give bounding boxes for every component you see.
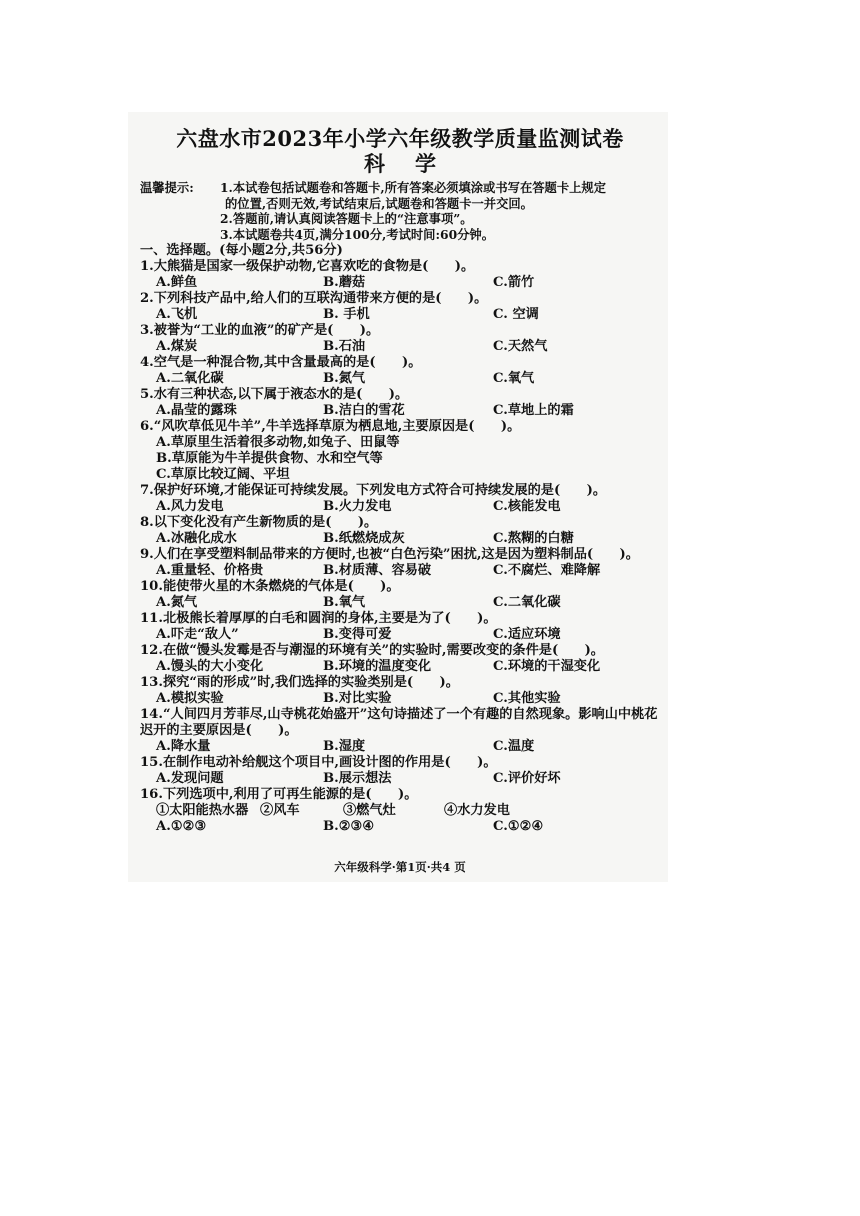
question-stem: 2.下列科技产品中,给人们的互联沟通带来方便的是( )。 <box>140 291 488 306</box>
section-title: 一、选择题。(每小题2分,共56分) <box>140 243 343 258</box>
option-b: B.对比实验 <box>323 691 392 706</box>
exam-page <box>140 126 660 874</box>
option-c: C.温度 <box>493 739 535 754</box>
question-stem: 13.探究“雨的形成”时,我们选择的实验类别是( )。 <box>140 675 459 690</box>
option-b: B.氧气 <box>323 595 366 610</box>
option-c: C.箭竹 <box>493 275 535 290</box>
page-footer: 六年级科学·第1页·共4 页 <box>334 860 466 874</box>
option-b: B.湿度 <box>323 739 366 754</box>
option-c: C.草原比较辽阔、平坦 <box>156 467 290 482</box>
option-b: B.环境的温度变化 <box>323 659 432 674</box>
question-stem: 1.大熊猫是国家一级保护动物,它喜欢吃的食物是( )。 <box>140 259 475 274</box>
option-c: C. 空调 <box>493 307 539 322</box>
question-stem: 12.在做“馒头发霉是否与潮湿的环境有关”的实验时,需要改变的条件是( )。 <box>140 643 604 658</box>
option-a: A.模拟实验 <box>156 691 224 706</box>
option-a: A.冰融化成水 <box>156 531 237 546</box>
option-c: C.评价好坏 <box>493 771 561 786</box>
option-a: A.重量轻、价格贵 <box>156 563 264 578</box>
question-10 <box>140 579 660 611</box>
question-14 <box>140 707 660 755</box>
option-c: C.氧气 <box>493 371 535 386</box>
question-2 <box>140 291 660 323</box>
question-options <box>140 531 660 547</box>
tips-block <box>140 180 660 242</box>
option-a: A.晶莹的露珠 <box>156 403 237 418</box>
option-b: B.火力发电 <box>323 499 392 514</box>
question-9 <box>140 547 660 579</box>
question-options <box>140 771 660 787</box>
option-a: A.降水量 <box>156 739 211 754</box>
item-2: ②风车 <box>260 803 300 818</box>
option-a: A.吓走“敌人” <box>156 627 239 642</box>
option-c: C.草地上的霜 <box>493 403 574 418</box>
question-options <box>140 371 660 387</box>
question-stem: 3.被誉为“工业的血液”的矿产是( )。 <box>140 323 380 338</box>
question-3 <box>140 323 660 355</box>
option-b: B.石油 <box>323 339 366 354</box>
question-stem: 16.下列选项中,利用了可再生能源的是( )。 <box>140 787 418 802</box>
item-4: ④水力发电 <box>444 803 510 818</box>
option-b: B.展示想法 <box>323 771 392 786</box>
option-a: A.二氧化碳 <box>156 371 224 386</box>
question-options <box>140 691 660 707</box>
question-stem: 5.水有三种状态,以下属于液态水的是( )。 <box>140 387 409 402</box>
option-a: A.草原里生活着很多动物,如兔子、田鼠等 <box>156 435 400 450</box>
question-16 <box>140 787 660 835</box>
option-c: C.不腐烂、难降解 <box>493 563 601 578</box>
question-12 <box>140 643 660 675</box>
question-options <box>140 307 660 323</box>
question-stem: 4.空气是一种混合物,其中含量最高的是( )。 <box>140 355 422 370</box>
option-c: C.适应环境 <box>493 627 561 642</box>
question-11 <box>140 611 660 643</box>
option-c: C.熬糊的白糖 <box>493 531 574 546</box>
option-a: A.鲜鱼 <box>156 275 198 290</box>
tip-line: 2.答题前,请认真阅读答题卡上的“注意事项”。 <box>220 211 473 226</box>
question-stem: 15.在制作电动补给舰这个项目中,画设计图的作用是( )。 <box>140 755 497 770</box>
question-options <box>140 403 660 419</box>
option-b: B.材质薄、容易破 <box>323 563 432 578</box>
option-a: A.煤炭 <box>156 339 198 354</box>
tip-line: 1.本试卷包括试题卷和答题卡,所有答案必须填涂或书写在答题卡上规定 <box>220 180 607 195</box>
option-a: A.发现问题 <box>156 771 224 786</box>
question-7 <box>140 483 660 515</box>
tips-label: 温馨提示: <box>140 180 194 195</box>
item-3: ③燃气灶 <box>343 803 396 818</box>
question-5 <box>140 387 660 419</box>
question-13 <box>140 675 660 707</box>
question-items <box>140 803 660 819</box>
option-a: A.氮气 <box>156 595 198 610</box>
option-a: A.风力发电 <box>156 499 224 514</box>
exam-title: 六盘水市2023年小学六年级教学质量监测试卷 <box>176 126 624 151</box>
option-a: A.飞机 <box>156 307 198 322</box>
question-options <box>140 819 660 835</box>
option-c: C.天然气 <box>493 339 548 354</box>
question-stem: 8.以下变化没有产生新物质的是( )。 <box>140 515 378 530</box>
tip-line: 3.本试题卷共4页,满分100分,考试时间:60分钟。 <box>220 226 495 242</box>
question-options <box>140 499 660 515</box>
option-b: B.草原能为牛羊提供食物、水和空气等 <box>156 451 383 466</box>
option-c: C.其他实验 <box>493 691 561 706</box>
exam-subject: 科学 <box>364 151 466 176</box>
option-b: B. 手机 <box>323 307 370 322</box>
question-15 <box>140 755 660 787</box>
question-stem: 7.保护好环境,才能保证可持续发展。下列发电方式符合可持续发展的是( )。 <box>140 483 607 498</box>
question-stem: 14.“人间四月芳菲尽,山寺桃花始盛开”这句诗描述了一个有趣的自然现象。影响山中桃花迟开的主要原因是( )。 <box>140 707 658 738</box>
question-4 <box>140 355 660 387</box>
option-b: B.②③④ <box>323 819 375 834</box>
question-options <box>140 563 660 579</box>
option-c: C.核能发电 <box>493 499 561 514</box>
option-c: C.二氧化碳 <box>493 595 561 610</box>
question-stem: 9.人们在享受塑料制品带来的方便时,也被“白色污染”困扰,这是因为塑料制品( )。 <box>140 547 639 562</box>
option-b: B.蘑菇 <box>323 275 366 290</box>
question-stem: 6.“风吹草低见牛羊”,牛羊选择草原为栖息地,主要原因是( )。 <box>140 419 521 434</box>
option-b: B.变得可爱 <box>323 627 392 642</box>
tip-line: 的位置,否则无效,考试结束后,试题卷和答题卡一并交回。 <box>225 195 533 211</box>
option-b: B.洁白的雪花 <box>323 403 405 418</box>
option-c: C.①②④ <box>493 819 544 834</box>
question-stem: 10.能使带火星的木条燃烧的气体是( )。 <box>140 579 400 594</box>
option-a: A.馒头的大小变化 <box>156 659 264 674</box>
question-options <box>140 659 660 675</box>
question-options <box>140 627 660 643</box>
question-options <box>140 275 660 291</box>
question-stem: 11.北极熊长着厚厚的白毛和圆润的身体,主要是为了( )。 <box>140 611 497 626</box>
item-1: ①太阳能热水器 <box>156 803 249 818</box>
option-b: B.氮气 <box>323 371 366 386</box>
question-options <box>140 739 660 755</box>
question-options <box>140 595 660 611</box>
option-a: A.①②③ <box>156 819 207 834</box>
option-b: B.纸燃烧成灰 <box>323 531 405 546</box>
question-8 <box>140 515 660 547</box>
question-6 <box>140 419 660 483</box>
option-c: C.环境的干湿变化 <box>493 659 601 674</box>
question-options <box>140 339 660 355</box>
question-1 <box>140 259 660 291</box>
